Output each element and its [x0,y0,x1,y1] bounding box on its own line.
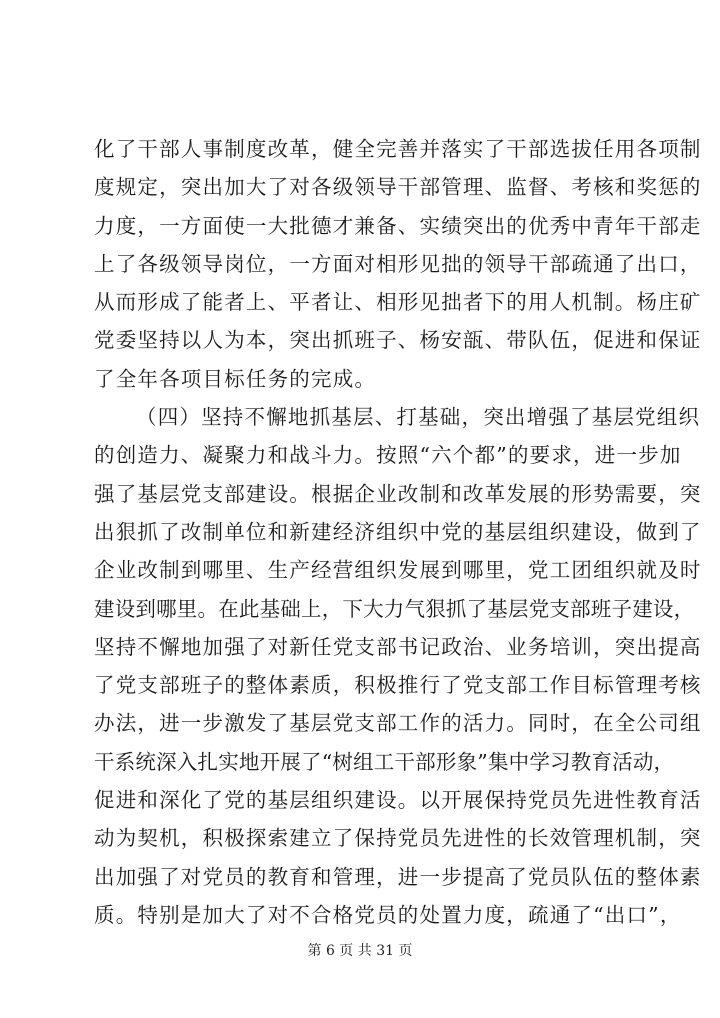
text-line: 出狠抓了改制单位和新建经济组织中党的基层组织建设，做到了 [94,519,702,544]
text-line: 促进和深化了党的基层组织建设。以开展保持党员先进性教育活 [94,788,702,813]
text-line: 度规定，突出加大了对各级领导干部管理、监督、考核和奖惩的 [94,175,702,200]
page-number-footer: 第 6 页 共 31 页 [307,943,413,959]
text-line: 党委坚持以人为本，突出抓班子、杨安瓿、带队伍，促进和保证 [94,328,702,353]
text-line: 坚持不懈地加强了对新任党支部书记政治、业务培训，突出提高 [94,634,702,659]
text-line: 化了干部人事制度改革，健全完善并落实了干部选拔任用各项制 [94,137,702,161]
text-line: 动为契机，积极探索建立了保持党员先进性的长效管理机制，突 [94,826,702,851]
text-line: 干系统深入扎实地开展了“树组工干部形象”集中学习教育活动， [94,749,675,774]
text-line: 了全年各项目标任务的完成。 [94,366,377,391]
text-line: 强了基层党支部建设。根据企业改制和改革发展的形势需要，突 [94,481,702,506]
text-line: 从而形成了能者上、平者让、相形见拙者下的用人机制。杨庄矿 [94,290,702,315]
body-text [94,130,702,934]
text-line: 的创造力、凝聚力和战斗力。按照“六个都”的要求，进一步加 [94,443,682,468]
text-line: 出加强了对党员的教育和管理，进一步提高了党员队伍的整体素 [94,864,702,889]
text-line: 办法，进一步激发了基层党支部工作的活力。同时，在全公司组 [94,711,702,736]
text-line: 企业改制到哪里、生产经营组织发展到哪里，党工团组织就及时 [94,558,702,583]
text-line: 质。特别是加大了对不合格党员的处置力度，疏通了“出口”， [94,902,682,927]
text-line: 上了各级领导岗位，一方面对相形见拙的领导干部疏通了出口， [94,251,702,276]
text-line: （四）坚持不懈地抓基层、打基础，突出增强了基层党组织 [136,405,701,430]
text-line: 建设到哪里。在此基础上，下大力气狠抓了基层党支部班子建设， [94,596,695,621]
text-line: 了党支部班子的整体素质，积极推行了党支部工作目标管理考核 [94,673,702,698]
text-line: 力度，一方面使一大批德才兼备、实绩突出的优秀中青年干部走 [94,213,702,238]
